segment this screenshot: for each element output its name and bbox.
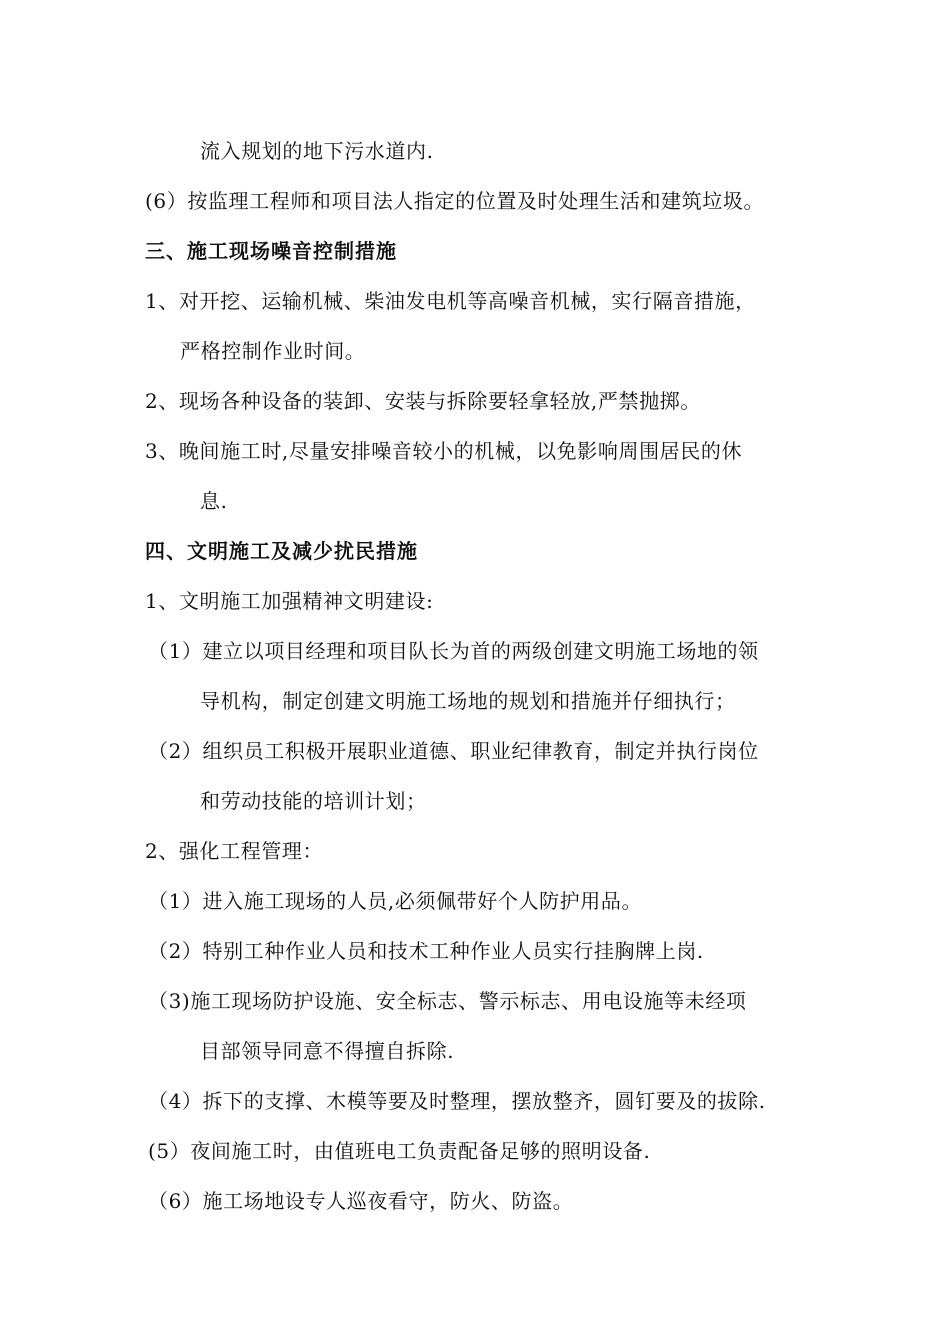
text-line: （2）特别工种作业人员和技术工种作业人员实行挂胸牌上岗. [148,939,704,963]
text-line: 2、现场各种设备的装卸、安装与拆除要轻拿轻放,严禁抛掷。 [145,389,701,413]
text-line: （3)施工现场防护设施、安全标志、警示标志、用电设施等未经项 [148,989,747,1013]
text-line: （6）施工场地设专人巡夜看守，防火、防盗。 [148,1189,574,1213]
text-line: 严格控制作业时间。 [180,339,366,363]
text-line: （2）组织员工积极开展职业道德、职业纪律教育，制定并执行岗位 [148,739,759,763]
text-line: （4）拆下的支撑、木模等要及时整理，摆放整齐，圆钉要及的拔除. [148,1089,766,1113]
text-line: (5）夜间施工时，由值班电工负责配备足够的照明设备. [148,1139,651,1163]
text-line: （1）建立以项目经理和项目队长为首的两级创建文明施工场地的领 [148,639,759,663]
section-heading: 三、施工现场噪音控制措施 [145,239,397,263]
text-line: 导机构，制定创建文明施工场地的规划和措施并仔细执行； [200,689,736,713]
text-line: 和劳动技能的培训计划； [200,789,427,813]
section-heading: 四、文明施工及减少扰民措施 [145,539,418,563]
text-line: 目部领导同意不得擅自拆除. [200,1039,455,1063]
text-line: (6）按监理工程师和项目法人指定的位置及时处理生活和建筑垃圾。 [145,189,765,213]
text-line: 3、晚间施工时,尽量安排噪音较小的机械，以免影响周围居民的休 [145,439,743,463]
text-line: （1）进入施工现场的人员,必须佩带好个人防护用品。 [148,889,643,913]
text-line: 1、文明施工加强精神文明建设: [145,589,434,613]
text-line: 2、强化工程管理： [145,839,324,863]
text-line: 流入规划的地下污水道内. [200,139,434,163]
text-line: 息. [200,489,228,513]
text-line: 1、对开挖、运输机械、柴油发电机等高噪音机械，实行隔音措施， [145,289,756,313]
